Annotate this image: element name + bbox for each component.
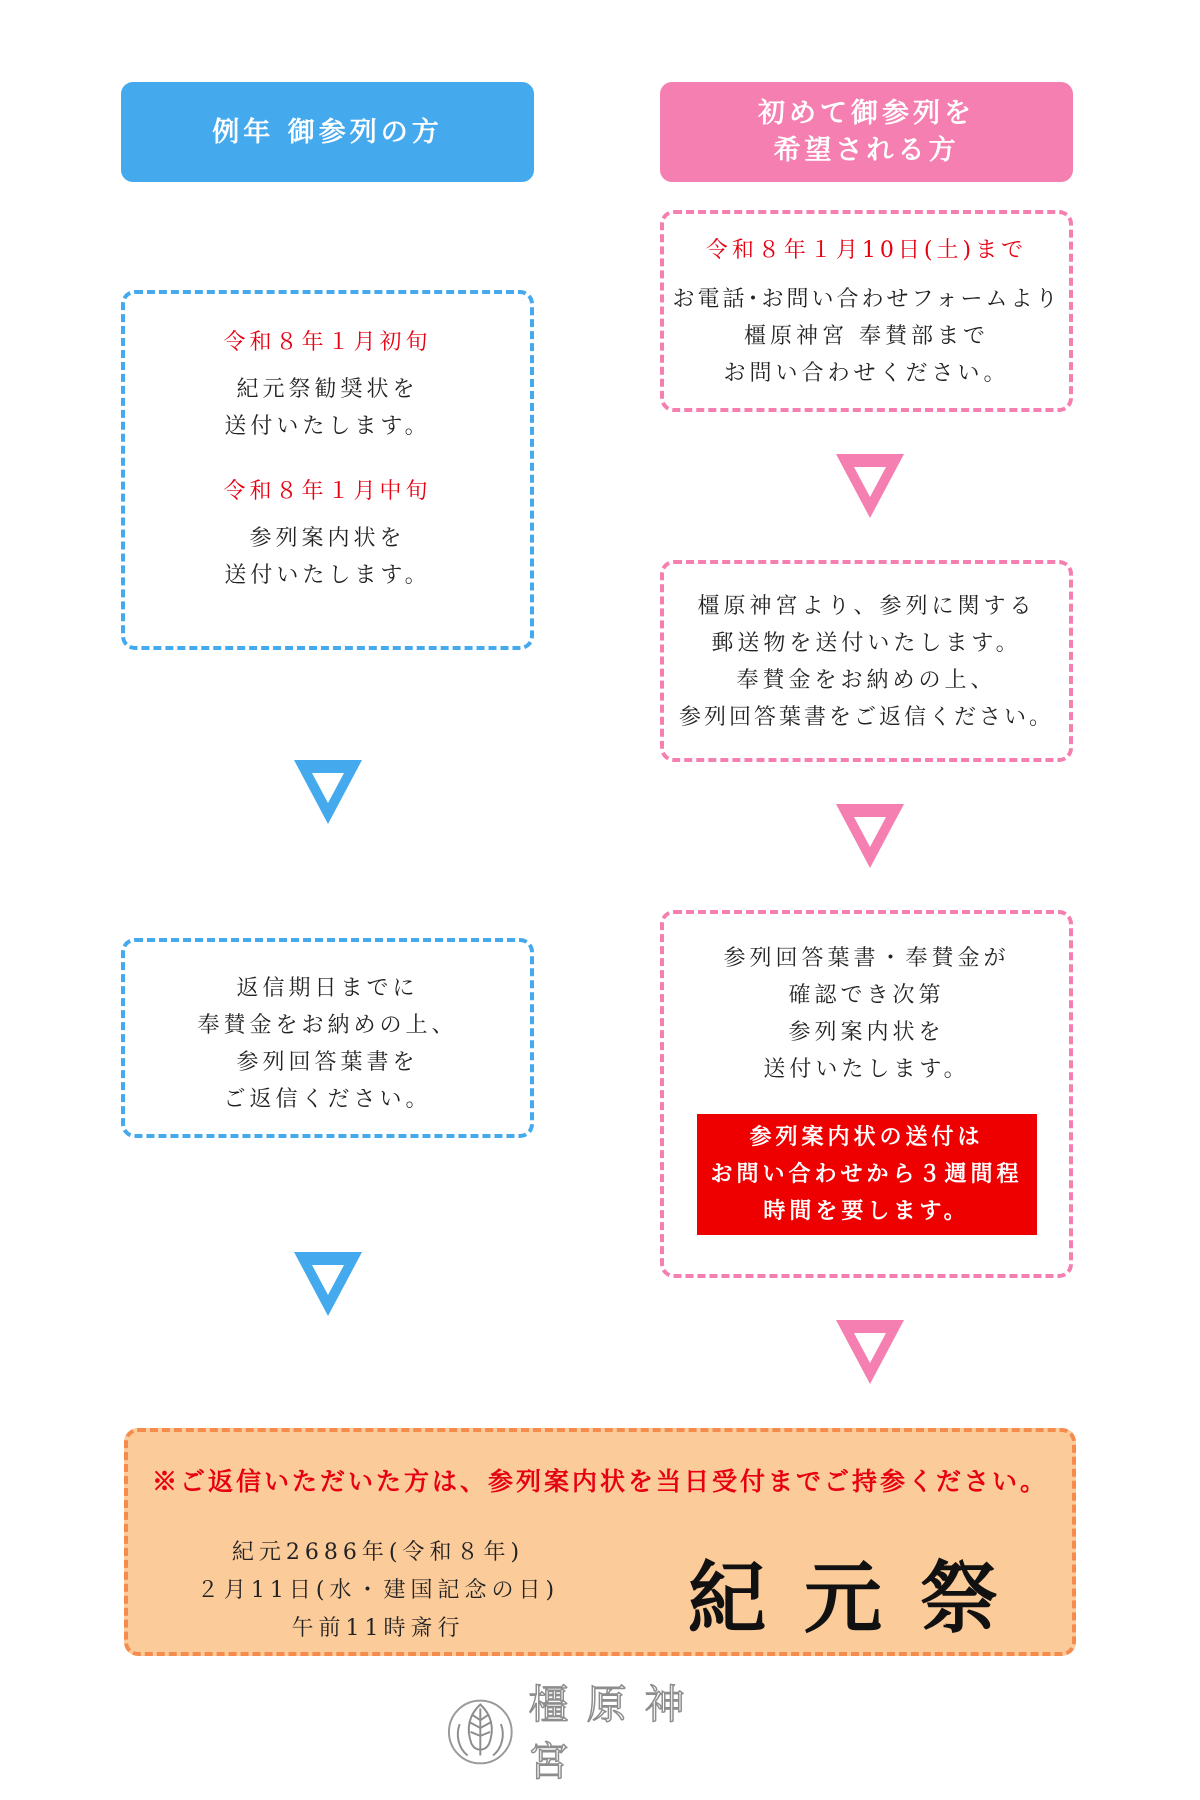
ceremony-dates: [188, 1534, 568, 1648]
header-first-time-line: 希望される方: [773, 135, 960, 166]
left-step-reply: [121, 938, 534, 1138]
date-early-january: 令和８年１月初旬: [223, 330, 432, 355]
footer-note: ※ご返信いただいた方は、参列案内状を当日受付までご持参ください。: [151, 1467, 1048, 1496]
right-step-confirmation: [660, 910, 1073, 1278]
step-text-line: 奉賛金をお納めの上、: [197, 1013, 458, 1038]
ceremony-date-line: ２月11日(水・建国記念の日): [196, 1578, 560, 1603]
notice-line: お問い合わせから３週間程: [710, 1161, 1023, 1187]
step-text-line: 郵送物を送付いたします。: [711, 631, 1022, 656]
step-text-line: お問い合わせください。: [723, 361, 1010, 386]
step-text-line: 橿原神宮 奉賛部まで: [744, 324, 989, 349]
festival-name: 紀元祭: [688, 1553, 1037, 1644]
down-triangle-icon: [834, 802, 906, 870]
footer-ceremony-info: [124, 1428, 1076, 1656]
step-text-line: 参列回答葉書を: [236, 1050, 419, 1075]
down-triangle-icon: [834, 452, 906, 520]
shrine-name-logo-text: 橿原神宮: [528, 1682, 703, 1785]
shrine-crest-logo: [446, 1694, 515, 1766]
step-text-line: 紀元祭勧奨状を: [236, 377, 419, 402]
down-triangle-icon: [834, 1318, 906, 1386]
header-regular-attendees-label: 例年 御参列の方: [212, 116, 443, 148]
step-text-line: 参列回答葉書・奉賛金が: [723, 946, 1010, 971]
notice-three-weeks: [697, 1114, 1037, 1235]
date-mid-january: 令和８年１月中旬: [223, 479, 432, 504]
ceremony-date-line: 午前11時斎行: [291, 1616, 465, 1641]
step-text-line: 返信期日までに: [236, 976, 419, 1001]
header-first-time-attendees: [660, 82, 1073, 182]
step-text-line: お電話･お問い合わせフォームより: [672, 287, 1061, 312]
step-text-line: 送付いたします。: [763, 1057, 970, 1082]
step-text-line: 送付いたします。: [224, 563, 431, 588]
right-step-inquiry: [660, 210, 1073, 412]
header-regular-attendees: [121, 82, 534, 182]
step-text-line: ご返信ください。: [223, 1087, 432, 1112]
down-triangle-icon: [292, 758, 364, 826]
notice-line: 参列案内状の送付は: [749, 1124, 984, 1150]
ceremony-date-line: 紀元2686年(令和８年): [231, 1540, 525, 1565]
step-text-line: 送付いたします。: [224, 414, 431, 439]
step-text-line: 確認でき次第: [788, 983, 945, 1008]
step-text-line: 奉賛金をお納めの上、: [736, 668, 997, 693]
step-text-line: 橿原神宮より、参列に関する: [697, 594, 1036, 619]
step-text-line: 参列回答葉書をご返信ください。: [678, 705, 1054, 730]
step-text-line: 参列案内状を: [788, 1020, 945, 1045]
right-step-mailing: [660, 560, 1073, 762]
step-text-line: 参列案内状を: [249, 526, 406, 551]
header-first-time-line: 初めて御参列を: [758, 98, 975, 129]
notice-line: 時間を要します。: [763, 1198, 970, 1224]
shrine-logo: [446, 1682, 756, 1785]
left-step-invitation: [121, 290, 534, 650]
down-triangle-icon: [292, 1250, 364, 1318]
date-deadline-january-10: 令和８年１月10日(土)まで: [705, 238, 1028, 263]
